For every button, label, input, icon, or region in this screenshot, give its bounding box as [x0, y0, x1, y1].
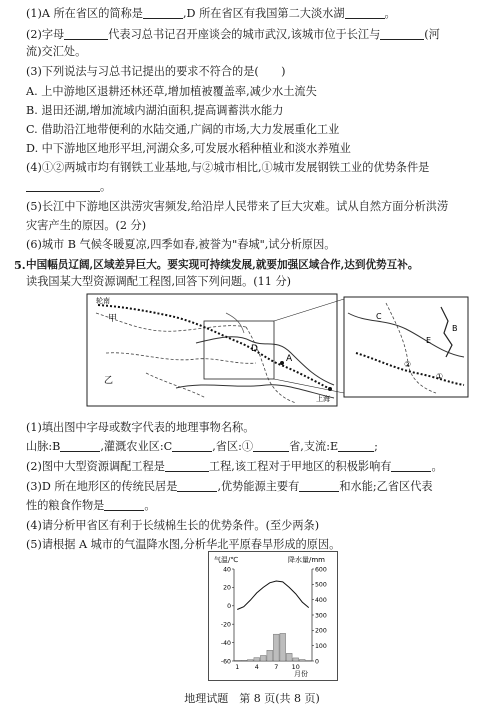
q4-p5: (5)长江中下游地区洪涝灾害频发,给沿岸人民带来了巨大灾难。试从自然方面分析洪涝	[26, 200, 449, 213]
q4-p4: (4)①②两城市均有钢铁工业基地,与②城市相比,①城市发展钢铁工业的优势条件是	[26, 161, 430, 174]
q4-p1: (1)A 所在省区的简称是 ,D 所在省区有我国第二大淡水湖 。	[26, 7, 396, 20]
q5-p3-cont: 性的粮食作物是 。	[26, 499, 156, 512]
q4-p3: (3)下列说法与习总书记提出的要求不符合的是( )	[26, 65, 286, 78]
temp-tick-label: -40	[220, 639, 231, 647]
precip-bar	[241, 660, 247, 661]
temp-tick-label: -20	[220, 621, 231, 629]
inset-label-c: C	[376, 312, 382, 321]
precip-tick-label: 100	[315, 642, 327, 650]
q4-p5-cont: 灾害产生的原因。(2 分)	[26, 219, 147, 232]
x-tick-label: 1	[235, 663, 240, 671]
precip-bar	[273, 634, 279, 661]
precip-tick-label: 500	[315, 581, 327, 589]
q4-p1-text-a: (1)A 所在省区的简称是	[26, 7, 143, 20]
q5-intro-1: 中国幅员辽阔,区域差异巨大。要实现可持续发展,就要加强区域合作,达到优势互补。	[26, 259, 419, 271]
q4-option-b: B. 退田还湖,增加流域内湖泊面积,提高调蓄洪水能力	[26, 104, 284, 117]
label-shanghai: 上海	[316, 395, 330, 403]
inset-label-2: ②	[404, 360, 412, 369]
page-footer: 地理试题 第 8 页(共 8 页)	[184, 692, 320, 705]
inset-label-1: ①	[436, 372, 444, 381]
precip-bar	[286, 653, 292, 661]
climate-chart	[208, 551, 338, 681]
q4-p4-cont: 。	[26, 179, 490, 195]
q5-intro-2: 读我国某大型资源调配工程图,回答下列问题。(11 分)	[26, 275, 292, 288]
precip-bar	[247, 660, 253, 661]
temp-tick-label: -60	[220, 658, 231, 666]
q5-p3: (3)D 所在地形区的传统民居是 ,优势能源主要有 和水能;乙省区代表	[26, 480, 433, 493]
x-tick-label: 7	[274, 663, 279, 671]
temp-tick-label: 40	[223, 566, 231, 574]
label-lunnan: 轮南	[96, 297, 110, 305]
inset-label-e: E	[426, 336, 432, 345]
q5-p3-blank-2[interactable]	[299, 479, 339, 492]
label-a: A	[286, 354, 293, 364]
q4-p2-blank-1[interactable]	[64, 27, 108, 40]
q5-p1-blank-b[interactable]	[60, 439, 100, 452]
q5-p1-blank-c[interactable]	[172, 439, 212, 452]
q5-p5: (5)请根据 A 城市的气温降水图,分析华北平原春旱形成的原因。	[26, 538, 341, 551]
q5-p4: (4)请分析甲省区有利于长绒棉生长的优势条件。(至少两条)	[26, 519, 320, 532]
resource-transfer-map	[86, 293, 470, 411]
q5-p1-fills: 山脉:B ,灌溉农业区:C ,省区:① 省,支流:E ;	[26, 440, 378, 453]
q4-p2-blank-2[interactable]	[380, 27, 424, 40]
q5-p2-blank-2[interactable]	[391, 459, 431, 472]
precip-tick-label: 600	[315, 566, 327, 574]
precip-bar	[267, 650, 273, 661]
precip-tick-label: 0	[315, 658, 319, 666]
q4-option-a: A. 上中游地区退耕还林还草,增加植被覆盖率,减少水土流失	[26, 85, 317, 98]
precip-bar	[254, 658, 260, 661]
q5-p3-blank-3[interactable]	[104, 498, 144, 511]
chart-title-left: 气温/℃	[214, 556, 239, 564]
label-yi: 乙	[104, 376, 114, 386]
label-jia: 甲	[108, 314, 118, 324]
label-d: D	[251, 344, 258, 354]
q5-p2-blank-1[interactable]	[165, 459, 209, 472]
chart-xlabel: 月份	[294, 670, 308, 678]
q5-p1-blank-1[interactable]	[253, 439, 289, 452]
q4-p4-blank[interactable]	[26, 179, 100, 192]
precip-bar	[299, 659, 305, 661]
precip-tick-label: 200	[315, 627, 327, 635]
q4-option-c: C. 借助沿江地带便利的水陆交通,广阔的市场,大力发展重化工业	[26, 123, 340, 136]
q5-p1-blank-e[interactable]	[338, 439, 374, 452]
q4-option-d: D. 中下游地区地形平坦,河湖众多,可发展水稻种植业和淡水养殖业	[26, 142, 351, 155]
q5-number: 5.	[14, 258, 26, 272]
q4-p2-cont: 流)交汇处。	[26, 45, 87, 58]
inset-label-b: B	[452, 324, 458, 333]
q4-p1-blank-2[interactable]	[345, 6, 385, 19]
q5-p3-blank-1[interactable]	[177, 479, 217, 492]
q4-p2: (2)字母 代表习总书记召开座谈会的城市武汉,该城市位于长江与 (河	[26, 28, 440, 41]
precip-bar	[234, 660, 240, 661]
precip-tick-label: 300	[315, 612, 327, 620]
x-tick-label: 4	[254, 663, 259, 671]
precip-bar	[260, 655, 266, 661]
q5-p2: (2)图中大型资源调配工程是 工程,该工程对于甲地区的积极影响有 。	[26, 460, 443, 473]
q4-p6: (6)城市 B 气候冬暖夏凉,四季如春,被誉为"春城",试分析原因。	[26, 238, 336, 251]
x-tick-label: 10	[291, 663, 300, 671]
precip-tick-label: 400	[315, 596, 327, 604]
temp-tick-label: 20	[223, 584, 231, 592]
q4-p1-blank-1[interactable]	[143, 6, 183, 19]
city-a-dot	[280, 361, 284, 365]
chart-title-right: 降水量/mm	[288, 556, 325, 564]
temp-tick-label: 0	[227, 603, 231, 611]
q5-p1: (1)填出图中字母或数字代表的地理事物名称。	[26, 421, 255, 434]
q4-p1-text-b: ,D 所在省区有我国第二大淡水湖	[182, 7, 345, 20]
precip-bar	[293, 658, 299, 661]
precip-bar	[280, 633, 286, 661]
